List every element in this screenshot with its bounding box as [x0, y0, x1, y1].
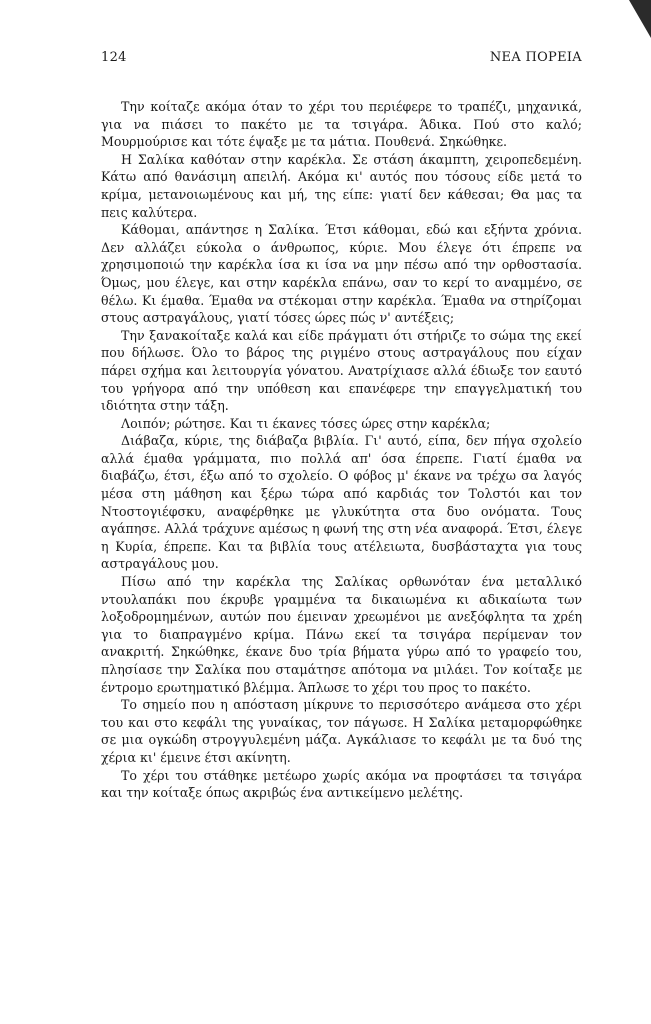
paragraph: Η Σαλίκα καθόταν στην καρέκλα. Σε στάση άκαμπτη, χειροπεδεμένη. Κάτω από θανάσιμη απειλή. Ακόμα κι' αυτός που τόσους είδε μετά το κρίμα, μετανοιωμένους και μή, της είπε: γιατί δεν κάθεσαι; Θα μας τα πεις καλύτερα.	[101, 151, 582, 220]
body-text	[101, 98, 582, 802]
paragraph: Διάβαζα, κύριε, της διάβαζα βιβλία. Γι' αυτό, είπα, δεν πήγα σχολείο αλλά έμαθα γράμματα, πιο πολλά απ' όσα έπρεπε. Γιατί έμαθα να διαβάζω, έτσι, έξω από το σχολείο. Ο φόβος μ' έκανε να τρέχω σα λαγός μέσα στη μάθηση και ξέρω τώρα από καρδιάς τον Τολστόι και τον Ντοστογιέφσκυ, αναφέρθηκε με γλυκύτητα στα δυο ονόματα. Τους αγάπησε. Αλλά τράχυνε αμέσως η φωνή της στη νέα αναφορά. Έτσι, έλεγε η Κυρία, έπρεπε. Και τα βιβλία τους ατέλειωτα, δυσβάσταχτα για τους αστραγάλους μου.	[101, 433, 582, 572]
paragraph: Πίσω από την καρέκλα της Σαλίκας ορθωνόταν ένα μεταλλικό ντουλαπάκι που έκρυβε γραμμένα τα δικαιωμένα κι αδικαίωτα των λοξοδρομημένων, αυτών που έμειναν χρεωμένοι με ανεξόφλητα τα χρέη για το διαπραγμένο κρίμα. Πάνω εκεί τα τσιγάρα περίμεναν τον ανακριτή. Σηκώθηκε, έκανε δυο τρία βήματα γύρω από το γραφείο του, πλησίασε την Σαλίκα που σταμάτησε απότομα να μιλάει. Τον κοίταξε με έντρομο ερωτηματικό βλέμμα. Άπλωσε το χέρι του προς το πακέτο.	[101, 574, 582, 695]
paragraph: Κάθομαι, απάντησε η Σαλίκα. Έτσι κάθομαι, εδώ και εξήντα χρόνια. Δεν αλλάζει εύκολα ο άνθρωπος, κύριε. Μου έλεγε ότι έπρεπε να χρησιμοποιώ την καρέκλα ίσα κι ίσα να μην πέσω από την ορθοστασία. Όμως, μου έλεγε, και στην καρέκλα επάνω, σαν το κερί το αναμμένο, σε θέλω. Κι έμαθα. Έμαθα να στέκομαι στην καρέκλα. Έμαθα να στηρίζομαι στους αστραγάλους, γιατί τόσες ώρες πώς ν' αντέξεις;	[101, 222, 582, 326]
paragraph: Την ξανακοίταξε καλά και είδε πράγματι ότι στήριζε το σώμα της εκεί που δήλωσε. Όλο το βάρος της ριγμένο στους αστραγάλους που είχαν πάρει σχήμα και λειτουργία γόνατου. Ανατρίχιασε αλλά έδιωξε τον εαυτό του γρήγορα από την υπόθεση και επανέφερε την επαγγελματική του ιδιότητα στην τάξη.	[101, 327, 582, 414]
page-number: 124	[101, 50, 127, 65]
paragraph: Λοιπόν; ρώτησε. Και τι έκανες τόσες ώρες στην καρέκλα;	[121, 415, 491, 431]
paragraph: Το σημείο που η απόσταση μίκρυνε το περισσότερο ανάμεσα στο χέρι του και στο κεφάλι της γυναίκας, τον πάγωσε. Η Σαλίκα μεταμορφώθηκε σε μια ογκώδη στρογγυλεμένη μάζα. Αγκάλιασε το κεφάλι με τα δυό της χέρια κι' έμεινε έτσι ακίνητη.	[101, 697, 582, 765]
journal-title: ΝΕΑ ΠΟΡΕΙΑ	[489, 50, 582, 65]
paragraph: Την κοίταζε ακόμα όταν το χέρι του περιέφερε το τραπέζι, μηχανικά, για να πιάσει το πακέτο με τα τσιγάρα. Άδικα. Πού στο καλό; Μουρμούρισε και τότε έψαξε με τα μάτια. Πουθενά. Σηκώθηκε.	[101, 99, 582, 150]
running-head	[101, 50, 582, 68]
paragraph: Το χέρι του στάθηκε μετέωρο χωρίς ακόμα να προφτάσει τα τσιγάρα και την κοίταξε όπως ακριβώς ένα αντικείμενο μελέτης.	[101, 767, 582, 801]
page-corner-shadow	[629, 0, 651, 38]
